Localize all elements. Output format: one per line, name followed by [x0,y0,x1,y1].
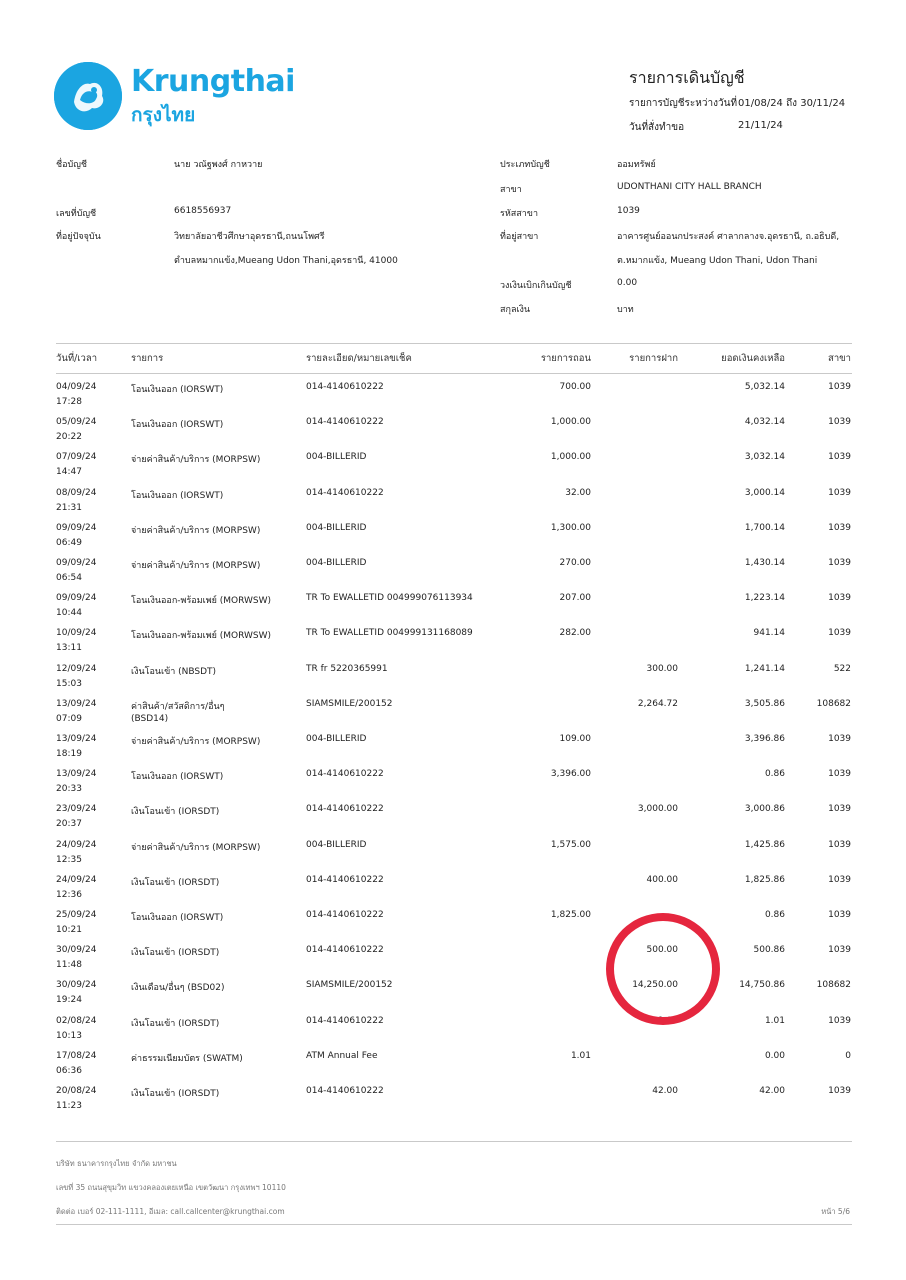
table-row [0,945,906,980]
table-row [0,382,906,417]
tx-branch: 1039 [828,1015,851,1026]
tx-type: เงินโอนเข้า (NBSDT) [131,666,217,677]
tx-time: 11:23 [56,1101,82,1111]
tx-balance: 3,000.14 [744,487,785,498]
table-row [0,804,906,839]
tx-branch: 1039 [828,734,851,744]
header-datetime: วันที่/เวลา [56,353,98,364]
address-label: ที่อยู่ปัจจุบัน [56,232,101,242]
tx-time: 11:48 [56,960,82,971]
tx-deposit: 500.00 [646,945,678,956]
tx-type: เงินโอนเข้า (IORSDT) [131,807,220,818]
tx-time: 10:13 [56,1030,82,1041]
branch-address-line2: ต.หมากแข้ง, Mueang Udon Thani, Udon Thani [617,256,818,266]
tx-date: 30/09/24 [56,980,97,991]
tx-withdrawal: 207.00 [559,593,591,604]
tx-date: 07/09/24 [56,452,97,463]
tx-withdrawal: 3,396.00 [550,769,591,780]
tx-balance: 1.01 [764,1015,785,1026]
tx-date: 09/09/24 [56,558,97,568]
tx-branch: 1039 [828,487,851,498]
tx-withdrawal: 282.00 [559,628,591,639]
tx-type: เงินโอนเข้า (IORSDT) [131,1018,220,1029]
branch-code-value: 1039 [617,206,640,216]
address-line1: วิทยาลัยอาชีวศึกษาอุดรธานี,ถนนโพศรี [174,232,325,242]
table-row [0,628,906,663]
tx-branch: 1039 [828,522,851,533]
tx-balance: 3,396.86 [744,734,785,744]
tx-deposit: 3,000.00 [637,804,678,815]
table-row [0,980,906,1015]
tx-balance: 941.14 [753,628,785,639]
footer-bottom-rule [56,1224,852,1225]
tx-balance: 0.00 [764,1050,785,1061]
tx-branch: 1039 [828,804,851,815]
tx-branch: 522 [833,663,851,674]
bank-name-en: Krungthai [131,64,295,99]
tx-time: 19:24 [56,995,82,1006]
tx-type: ค่าสินค้า/สวัสดิการ/อื่นๆ [131,701,225,712]
tx-date: 20/08/24 [56,1086,97,1096]
tx-type: โอนเงินออก-พร้อมเพย์ (MORWSW) [131,631,272,642]
tx-type: โอนเงินออก (IORSWT) [131,772,224,783]
table-row [0,1016,906,1051]
header-deposit: รายการฝาก [629,353,678,364]
tx-type: จ่ายค่าสินค้า/บริการ (MORPSW) [131,525,261,536]
tx-balance: 1,425.86 [744,839,785,850]
tx-type: เงินโอนเข้า (IORSDT) [131,1089,220,1099]
statement-title: รายการเดินบัญชี [629,68,745,87]
header-branch: สาขา [828,353,851,364]
table-top-rule [56,343,852,344]
tx-date: 13/09/24 [56,734,97,744]
tx-detail: TR To EWALLETID 004999131168089 [306,628,473,639]
request-date-value: 21/11/24 [738,120,783,131]
tx-type: เงินโอนเข้า (IORSDT) [131,877,220,888]
tx-balance: 1,825.86 [744,874,785,885]
tx-balance: 5,032.14 [744,382,785,392]
tx-detail: 004-BILLERID [306,452,367,463]
account-name-label: ชื่อบัญชี [56,160,88,170]
overdraft-label: วงเงินเบิกเกินบัญชี [500,281,572,291]
tx-branch: 1039 [828,593,851,604]
tx-withdrawal: 1,000.00 [550,452,591,463]
tx-detail: 014-4140610222 [306,874,384,885]
tx-branch: 1039 [828,874,851,885]
tx-balance: 42.00 [759,1086,785,1096]
header-balance: ยอดเงินคงเหลือ [721,353,785,364]
tx-date: 04/09/24 [56,382,97,392]
tx-branch: 1039 [828,769,851,780]
tx-type: จ่ายค่าสินค้า/บริการ (MORPSW) [131,842,261,853]
table-row [0,875,906,910]
tx-balance: 14,750.86 [739,980,785,991]
tx-branch: 1039 [828,558,851,568]
account-number-value: 6618556937 [174,206,232,216]
tx-deposit: 300.00 [646,663,678,674]
tx-time: 12:35 [56,854,82,865]
tx-type: โอนเงินออก-พร้อมเพย์ (MORWSW) [131,596,272,607]
tx-balance: 1,430.14 [744,558,785,568]
tx-detail: TR fr 5220365991 [306,663,388,674]
tx-date: 23/09/24 [56,804,97,815]
period-label: รายการบัญชีระหว่างวันที่ [629,98,738,109]
tx-time: 20:22 [56,432,82,443]
branch-value: UDONTHANI CITY HALL BRANCH [617,182,762,192]
tx-time: 07:09 [56,713,82,724]
tx-time: 21:31 [56,502,82,513]
tx-type: เงินโอนเข้า (IORSDT) [131,948,220,959]
table-row [0,769,906,804]
tx-branch: 1039 [828,417,851,428]
tx-withdrawal: 700.00 [559,382,591,392]
tx-detail: 004-BILLERID [306,734,367,744]
table-row [0,523,906,558]
request-date-label: วันที่สั่งทำขอ [629,122,685,133]
table-row [0,417,906,452]
tx-type: โอนเงินออก (IORSWT) [131,913,224,923]
bank-name-th: กรุงไทย [131,104,196,126]
tx-balance: 1,223.14 [744,593,785,604]
tx-time: 20:37 [56,819,82,830]
tx-branch: 108682 [816,980,851,991]
tx-time: 06:54 [56,573,82,583]
tx-withdrawal: 1,575.00 [550,839,591,850]
tx-withdrawal: 32.00 [565,487,591,498]
tx-detail: SIAMSMILE/200152 [306,698,393,709]
tx-deposit: 42.00 [652,1086,678,1096]
header-withdrawal: รายการถอน [540,353,591,364]
tx-detail: 014-4140610222 [306,417,384,428]
tx-type: โอนเงินออก (IORSWT) [131,490,224,501]
tx-date: 24/09/24 [56,839,97,850]
table-row [0,558,906,593]
tx-balance: 3,000.86 [744,804,785,815]
tx-time: 17:28 [56,397,82,407]
tx-branch: 1039 [828,945,851,956]
footer-address: เลขที่ 35 ถนนสุขุมวิท แขวงคลองเตยเหนือ เขตวัฒนา กรุงเทพฯ 10110 [56,1183,286,1192]
tx-balance: 0.86 [764,910,785,920]
branch-address-label: ที่อยู่สาขา [500,232,539,242]
table-row [0,699,906,734]
branch-code-label: รหัสสาขา [500,209,539,219]
tx-detail: 004-BILLERID [306,558,367,568]
tx-time: 06:49 [56,537,82,548]
account-name-value: นาย วณัฐพงศ์ กาหวาย [174,160,263,170]
tx-time: 12:36 [56,889,82,900]
table-row [0,1086,906,1121]
tx-deposit: 2,264.72 [637,698,678,709]
footer-contact: ติดต่อ เบอร์ 02-111-1111, อีเมล: call.callcenter@krungthai.com [56,1207,285,1216]
branch-address-line1: อาคารศูนย์ออนกประสงค์ ศาลากลางจ.อุดรธานี, ถ.อธิบดี, [617,232,840,242]
currency-label: สกุลเงิน [500,305,531,315]
tx-detail: 014-4140610222 [306,804,384,815]
header-detail: รายละเอียด/หมายเลขเช็ค [306,353,412,364]
tx-date: 30/09/24 [56,945,97,956]
tx-time: 06:36 [56,1065,82,1076]
highlight-circle [606,913,720,1025]
tx-deposit: 1.00 [657,1015,678,1026]
tx-detail: 014-4140610222 [306,487,384,498]
tx-detail: TR To EWALLETID 004999076113934 [306,593,473,604]
tx-branch: 1039 [828,1086,851,1096]
tx-time: 10:44 [56,608,82,619]
tx-balance: 500.86 [753,945,785,956]
footer-company: บริษัท ธนาคารกรุงไทย จำกัด มหาชน [56,1159,177,1168]
branch-label: สาขา [500,185,522,195]
footer-top-rule [56,1141,852,1142]
tx-balance: 1,700.14 [744,522,785,533]
tx-balance: 3,505.86 [744,698,785,709]
tx-deposit: 400.00 [646,874,678,885]
table-row [0,910,906,945]
tx-detail: 014-4140610222 [306,945,384,956]
tx-branch: 1039 [828,628,851,639]
tx-balance: 4,032.14 [744,417,785,428]
period-value: 01/08/24 ถึง 30/11/24 [738,98,846,109]
table-row [0,452,906,487]
tx-date: 12/09/24 [56,663,97,674]
tx-branch: 0 [845,1050,851,1061]
tx-type: จ่ายค่าสินค้า/บริการ (MORPSW) [131,737,261,747]
address-line2: ตำบลหมากแข้ง,Mueang Udon Thani,อุดรธานี, 41000 [174,256,398,266]
table-row [0,664,906,699]
tx-date: 10/09/24 [56,628,97,639]
tx-withdrawal: 1.01 [570,1050,591,1061]
tx-time: 18:19 [56,749,82,759]
tx-type: โอนเงินออก (IORSWT) [131,385,224,395]
tx-withdrawal: 1,300.00 [550,522,591,533]
tx-date: 08/09/24 [56,487,97,498]
tx-date: 17/08/24 [56,1050,97,1061]
tx-detail: 014-4140610222 [306,1015,384,1026]
header-type: รายการ [131,353,164,364]
page-number: หน้า 5/6 [821,1207,850,1216]
tx-detail: ATM Annual Fee [306,1050,378,1061]
tx-type: จ่ายค่าสินค้า/บริการ (MORPSW) [131,561,261,571]
tx-detail: 004-BILLERID [306,839,367,850]
tx-date: 13/09/24 [56,698,97,709]
tx-type: โอนเงินออก (IORSWT) [131,420,224,431]
tx-detail: SIAMSMILE/200152 [306,980,393,991]
tx-detail: 014-4140610222 [306,382,384,392]
tx-balance: 0.86 [764,769,785,780]
tx-withdrawal: 270.00 [559,558,591,568]
account-type-value: ออมทรัพย์ [617,160,656,170]
table-row [0,840,906,875]
table-row [0,488,906,523]
tx-branch: 1039 [828,452,851,463]
tx-time: 14:47 [56,467,82,478]
tx-branch: 108682 [816,698,851,709]
tx-date: 24/09/24 [56,874,97,885]
tx-detail: 014-4140610222 [306,910,384,920]
tx-deposit: 14,250.00 [632,980,678,991]
tx-date: 13/09/24 [56,769,97,780]
tx-balance: 3,032.14 [744,452,785,463]
account-number-label: เลขที่บัญชี [56,209,97,219]
tx-branch: 1039 [828,382,851,392]
tx-withdrawal: 109.00 [559,734,591,744]
tx-date: 09/09/24 [56,593,97,604]
account-type-label: ประเภทบัญชี [500,160,550,170]
tx-type: จ่ายค่าสินค้า/บริการ (MORPSW) [131,455,261,466]
tx-time: 15:03 [56,678,82,689]
currency-value: บาท [617,305,634,315]
tx-time: 20:33 [56,784,82,795]
table-row [0,593,906,628]
tx-branch: 1039 [828,910,851,920]
tx-detail: 014-4140610222 [306,1086,384,1096]
tx-balance: 1,241.14 [744,663,785,674]
krungthai-logo-icon [54,62,122,130]
tx-branch: 1039 [828,839,851,850]
table-row [0,1051,906,1086]
tx-time: 10:21 [56,925,82,935]
tx-detail: 014-4140610222 [306,769,384,780]
tx-date: 02/08/24 [56,1015,97,1026]
tx-time: 13:11 [56,643,82,654]
overdraft-value: 0.00 [617,278,638,288]
tx-withdrawal: 1,825.00 [550,910,591,920]
tx-date: 09/09/24 [56,522,97,533]
tx-date: 05/09/24 [56,417,97,428]
tx-detail: 004-BILLERID [306,522,367,533]
tx-type: เงินเดือน/อื่นๆ (BSD02) [131,983,225,994]
table-row [0,734,906,769]
tx-date: 25/09/24 [56,910,97,920]
tx-type: ค่าธรรมเนียมบัตร (SWATM) [131,1053,243,1064]
tx-type-continued: (BSD14) [131,713,169,724]
tx-withdrawal: 1,000.00 [550,417,591,428]
table-header-rule [56,373,852,374]
